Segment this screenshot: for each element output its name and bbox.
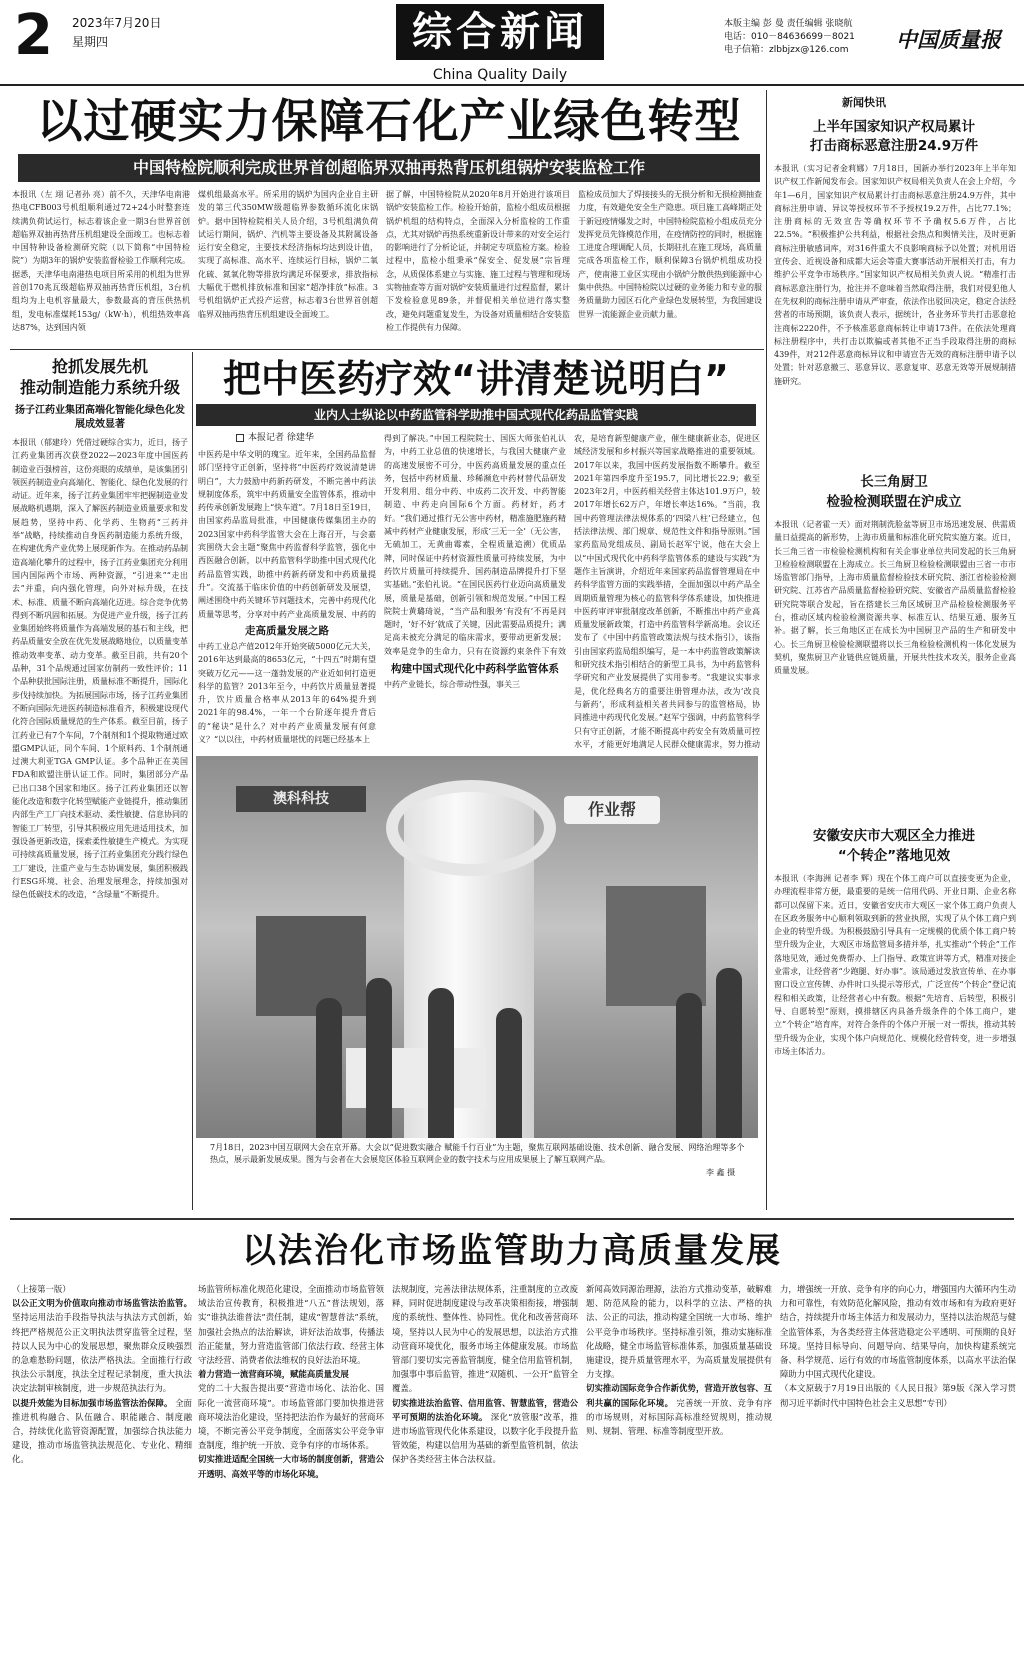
right-story1-title-line2: 打击商标恶意注册24.9万件	[809, 138, 979, 154]
tcm-story-title: 把中医药疗效“讲清楚说明白”	[223, 357, 729, 401]
visitor-figure	[496, 1008, 522, 1138]
continued-note: （上接第一版）	[12, 1284, 71, 1294]
photo-caption: 7月18日，2023中国互联网大会在京开幕。大会以“促进数实融合 赋能千行百业”为主题，聚焦互联网基础设施、技术创新、融合发展、网络治理等多个热点，展示最新发展成果。图为与会者在大会展览区体验互联网企业的数字技术与应用成果展上了解互联网产品。	[210, 1143, 745, 1164]
display-screen	[256, 916, 366, 1016]
bottom-article-title: 以法治化市场监管助力高质量发展	[242, 1231, 782, 1271]
tcm-body-col1b: 中药工业总产值2012年开始突破5000亿元大关，2016年达到最高的8653亿元，“十四五”时期有望突破万亿元——这一蓬勃发展的产业近如何打造更科学的监管？2013年至今，中药饮片质量显著提升，饮片质量合格率从2013年的64%提升到2021年的98.4%，一年一个台阶逐年提升背后的“秘诀”是什么？对中药产业质量发展有何意义？“以以往，中药材质量堪忧的问题已经基本上	[198, 642, 376, 745]
booth-sign-left: 澳科科技	[236, 786, 366, 812]
lead-headline: 以过硬实力保障石化产业绿色转型	[36, 94, 742, 148]
lead-subheadline: 中国特检院顺利完成世界首创超临界双抽再热背压机组锅炉安装监检工作	[18, 154, 760, 182]
editors-info	[724, 18, 894, 57]
visitor-figure	[316, 998, 342, 1138]
bottom-col4-text2: 完善统一开放、竞争有序的市场规则，对标国际高标准经贸规则，推动规则、规制、管理、标准等制度型开放。	[586, 1397, 772, 1437]
bottom-col1-text: 坚持运用法治手段指导执法与执法方式创新，始终把严格规范公正文明执法贯穿监管全过程，坚持以人民为中心的发展思想，聚焦群众反映强烈的急难愁盼问题，依法严格执法。全面推行行政执法公示制度，执法全过程记录制度，重大执法决定法制审核制度，进一步规范执法行为。	[12, 1312, 192, 1394]
byline-text: 本报记者 徐建华	[248, 433, 314, 443]
tcm-byline	[236, 432, 314, 444]
byline-box-icon	[236, 434, 244, 442]
tcm-body-col2: 得到了解决。”中国工程院院士、国医大师张伯礼认为，中药工业总值的快速增长，与我国大健康产业的高速发展密不可分，中医药高质量发展的重点任务，包括中药材质量、珍稀濒危中药材替代品研发开发利用、组分中药、中成药二次开发、中药智能制造、中药走向国际6个方面。药材好，药才好。“我们通过推行无公害中药材，精准施肥施药精减中药材产业健康发展，形成‘三无一全’（无公害，无硫加工，无黄曲霉素，全程质量追溯）优质品牌，同时保证中药材资源性质量可持续发展，为中药饮片质量可持续提升、国药制造品牌提升打下坚实基础。”张伯礼说。“在国民医药行业迈向高质量发展，质量是基础，创新引领和规范发展。”中国工程院院士黄璐琦说，“当产品和服务‘有没有’不再是问题时，‘好不好’就成了关键，因此需要品质提升；满足高未被充分满足的临床需求，要带动更新发展；效率是竞争的生命力，只有在资源约束条件下有效	[384, 434, 566, 656]
issue-weekday: 星期四	[72, 35, 109, 50]
booth-sign-right: 作业帮	[564, 796, 660, 824]
right-story2-title-line2: 检验检测联盟在沪成立	[826, 494, 962, 510]
bottom-col4-text: 新闻高效同源治理源，法治方式推动变革，破解难题、防范风险的能力，以科学的立法、严格的执法、公正的司法，推动构建全国统一大市场、维护公平竞争市场秩序。坚持标准引领，推动实施标准化战略，健全市场监管标准体系，加强质量基础设施建设，提升质量管理水平，为高质量发展提供有力支撑。	[586, 1284, 772, 1380]
right-story1-body: 本报讯（实习记者金莉娜）7月18日，国新办举行2023年上半年知识产权工作新闻发布会。国家知识产权局相关负责人在会上介绍，今年1—6月，国家知识产权局累计打击商标恶意注册24.9万件，其中商标注册申请、异议等授权环节不予授权19.2万件，占比77.1%；注册商标的无效宣告等确权环节不予确权5.6万件，占比22.5%。“积极推护公共利益，根据社会热点和舆情关注，及时更新商标注册敏感词库，对316件重大不良影响商标予以处置；对机用语宣传会、近视设备和成都大运会等重大赛事活动开展相关打击，有力维护公平竞争市场秩序。”国家知识产权局相关负责人说。“精准打击商标恶意注册行为，抢注并不意味着当然取得注册，我们对侵犯他人在先权利的商标注册申请从严审查，依法作出驳回决定，稳定合法经营者的市场预期，该负责人表示，据统计，各业务环节共打击恶意抢注商标2220件，不予核准恶意商标转让申请173件。在依法处理商标注册程序中，共打击以欺骗或者其他不正当手段取得注册的商标439件，对212件恶意商标异议和申请宣告无效的商标注册申请予以处置；针对恶意撤三、恶意异议、恶意复审、恶意无效等开展规制措施研究。	[774, 164, 1016, 386]
tcm-subhead-1: 走高质量发展之路	[245, 625, 329, 637]
right-story3-body: 本报讯（李海洲 记者李 辉）现在个体工商户可以直接变更为企业，办理流程非常方便，最重要的是统一信用代码、开业日期、企业名称都可以保留下来。近日，安徽省安庆市大观区一家个体工商户负责人在区政务服务中心顺利领取到新的营业执照，实现了从个体工商户到企业的转型升级。为积极鼓励引导具有一定规模的优质个体工商户转型升级为企业，大观区市场监管局多措并举，扎实推动“个转企”工作落地见效，通过免费帮办、上门指导、政策宣讲等方式，精准对接企业需求，让经营者“少跑腿、好办事”。该局通过发放宣传单、在办事窗口设立宣传牌、办件时口头提示等形式，广泛宣传“个转企”登记流程和相关政策，让经营者心中有数。根据“先培育、后转型，积极引导、自愿转型”原则，摸排辖区内具备升级条件的个体工商户，建立“个转企”培育库，对符合条件的个体户开展一对一帮扶，推动其转型升级为企业，实现个体户向规范化、规模化经营转变，进一步增强市场主体活力。	[774, 874, 1016, 1056]
visitor-figure	[428, 988, 454, 1138]
tcm-body-col2b: 中药产业链长，综合带动性强，事关三	[384, 680, 520, 689]
bottom-col4-subhead1: 切实推动国际竞争合作新优势，营造开放包容、互利共赢的国际化环境。	[586, 1383, 772, 1408]
visitor-figure	[366, 978, 392, 1138]
divider	[766, 90, 767, 1210]
tcm-body-col3: 农，是培育新型健康产业，催生健康新业态，促进区域经济发展和乡村振兴等国家战略推进的重要领域。2017年以来，我国中医药发展指数不断攀升。截至2021年第四季度升至195.7，同比增长22.9；截至2023年2月，中医药相关经营主体达101.9万户，较2017年增长62万户，年增长率达16%。“当前，我国中药管理法律法规体系的‘四梁八柱’已经建立，包括法律法规、部门规章、规范性文件和指导原则。”国家药监局党组成员、副局长赵军宁说，他在大会上以“中国式现代化中药科学监管体系的建设与实践”为题作主旨演讲，介绍近年来国家药品监督管理局在中药科学监管方面的实践举措，全面加强以中药产品全周期质量管理为核心的监管科学体系建设，加快推进中医药审评审批制度改革创新，不断推出中药产业高质量发展新政策，打造中药监管科学新高地。会议还发布了《中国中药监管政策法规与技术指引》，该指引由国家药监局组织编写，是一本中药监管政策解读和研究技术指引相结合的新型工具书，为中药监管科学研究和产业发展提供了实用参考。“我建议实事求是，优化经典名方的重要注册管理办法，改为‘改良与新药’，形成利益相关者共同参与的监管格局，协同推进中药现代化发展。”赵军宁强调，中药监管科学只有守正创新，才能不断提高中药安全有效质量可控水平，才能更好地满足人民群众健康需求，努力推动	[574, 434, 760, 749]
issue-date-block	[72, 14, 161, 52]
right-story1-title	[774, 118, 1014, 156]
tcm-story-subtitle: 业内人士纵论以中药监管科学助推中国式现代化药品监管实践	[196, 404, 756, 426]
email-line: 电子信箱：zlbbjzx@126.com	[724, 45, 849, 56]
lead-body-col1: 本报讯（左 翊 记者孙 亮）前不久，天津华电南港热电CFB003号机组顺利通过72+24小时整套连续满负荷试运行，标志着该企业一期3台世界首创超临界双抽再热背压机组建设全面竣工。也标志着中国特种设备检测研究院（以下简称“中国特检院”）为期3年的锅炉安装监督检验工作顺利完成。据悉，天津华电南港热电项目所采用的机组为世界首创170兆瓦级超临界双抽再热背压机组，3台机组均为上电机容量最大，参数最高的背压供热机组，发电标准煤耗153g/（kW·h），机组热效率高达87%，达到国内领	[12, 190, 190, 332]
masthead	[0, 0, 1024, 86]
left-story-title-line1: 抢抓发展先机	[51, 357, 148, 376]
right-story1-title-line1: 上半年国家知识产权局累计	[813, 119, 975, 135]
exhibit-ring	[386, 780, 556, 876]
right-story3-title	[774, 826, 1014, 866]
bottom-col2-text: 场监管所标准化规范化建设，全面推动市场监管领域法治宣传教育，积极推进“八五”普法规划，落实“谁执法谁普法”责任制，建成“智慧普法”系统，加强社会热点的法治解读，讲好法治故事，传播法治正能量，努力营造监管部门依法行政、经营主体守法经营、消费者依法维权的良好法治环境。	[198, 1284, 384, 1366]
tcm-subhead-2: 构建中国式现代化中药科学监管体系	[391, 663, 559, 675]
editors-line: 本版主编 彭 曼 责任编辑 张晓航	[724, 19, 853, 29]
bottom-col5	[780, 1282, 1016, 1654]
quick-news-label: 新闻快讯	[842, 96, 886, 109]
bottom-col1-subhead1: 以公正文明为价值取向推动市场监管法治监管。	[12, 1298, 192, 1309]
bottom-col1-text2: 全面推进机构融合、队伍融合、职能融合、制度融合，持续优化监管资源配置，加强综合执法能力建设，推动市场监管执法规范化、专业化、精细化。	[12, 1397, 192, 1465]
bottom-col2-text2: 党的二十大报告提出要“营造市场化、法治化、国际化一流营商环境”。市场监管部门要加快推进营商环境法治化建设，坚持把法治作为最好的营商环境，不断完善公平竞争制度，全面落实公平竞争审查制度，维护统一开放、竞争有序的市场体系。	[198, 1383, 384, 1451]
left-story-body: 本报讯（郁建玲）凭借过硬综合实力，近日，扬子江药业集团再次获登2022—2023年度中国医药制造业百强榜首，这份亮眼的成绩单，是该集团引领医药制造业向高端化、智能化、绿色化发展的行动证。近年来，扬子江药业集团牢牢把握制造业发展战略机遇期，深入了解医药制造业质量要求和发展趋势，坚持中药、化学药、生物药“三药并举”战略，持续推动自身医药制造能力系统升级，在构建优秀产业优势上展现新作为。在推动药品制造高端化攀升的过程中，扬子江药业集团充分利用国内国际两个市场、两种资源，“引进来”“走出去”并重，向内强化管理，向外对标升级，在技术、标准、质量不断向高端化迈进。综合竞争优势得到不断巩固和拓展。为促进产业升级，扬子江药业集团始终将质量作为高端发展的基石和主线，把药品质量安全放在优先发展战略地位，以质量变革推动效率变革、动力变革。截至目前，共有20个品种，31个品规通过国家仿制药一致性评价；11个品种获批国际注册，质量标准不断提升，国际化步伐持续加快。为拓展国际市场，扬子江药业集团不断向国际先进医药制造标准看齐，积极建设现代化符合国际质量规范的生产体系。截至目前，扬子江药业已有7个车间，7个制剂和1个提取物通过欧盟GMP认证，同个车间、1个原料药、1个制剂通过澳大利亚TGA GMP认证。多个品种正在美国FDA和欧盟注册认证工作。同时，集团部分产品已出口38个国家和地区。扬子江药业集团还以智能化改造和数字化转型赋能产业链提升，推动集团内部生产工厂向技术驱动、柔性敏捷、信息协同的智能工厂转型，引导其积极应用先进适用技术，加强设备更新改造，探索柔性敏捷生产模式。为实现可持续高质量发展，扬子江药业集团充分践行绿色工厂建设，注重产业与生态协调发展，集团积极践行ESG环境、社会、治理发展理念，持续加强对绿色低碳技术的改造，“含绿量”不断提升。	[12, 438, 188, 900]
news-photo	[196, 756, 758, 1138]
right-story3-title-line1: 安徽安庆市大观区全力推进	[813, 828, 975, 844]
lead-body-col3: 据了解，中国特检院从2020年8月开始进行该项目锅炉安装监检工作。检验开始前，监检小组成员根据锅炉机组的结构特点，全面深入分析监检的工作重点，尤其对锅炉再热系统重新设计带来的对安全运行的影响进行了分析论证，并制定专项监检方案。检验过程中，监检小组秉承“保安全、促发展”宗旨理念，从质保体系建立与实施、施工过程与管理和现场实物抽查等方面对锅炉安装质量进行过程监督，累计下发检验意见89条，并督促相关单位进行落实整改，避免问题重复发生，为设备对质量相结合安装监检工作提供有力保障。	[386, 190, 570, 332]
bottom-col1	[12, 1282, 192, 1654]
bottom-col1-subhead2: 以提升效能为目标加强市场监管法治保障。	[12, 1397, 173, 1408]
bottom-col2-subhead2: 切实推进适配全国统一大市场的制度创新，营造公开透明、高效平等的市场化环境。	[198, 1454, 384, 1479]
divider	[192, 352, 193, 1210]
tcm-body-col1: 中医药是中华文明的瑰宝。近年来，全国药品监督部门坚持守正创新，坚持将“中医药疗效说清楚讲明白”，大力鼓励中药新药研发，不断完善中药法规制度体系，筑牢中药质量安全监管体系，推动中药传承创新发展跑上“快车道”。7月18日至19日，由国家药品监局批准，中国健康传媒集团主办的2023国家中药科学监管大会在上海召开，与会嘉宾围绕大会主题“聚焦中药监督科学监管，强化中西医融合创新，以中药监管科学助推中国式现代化药品监管实践，助推中药新药研发和中药质量提升”。交流基于临床价值的中药创新研发及展望，阐述围绕中药关键环节问题技术，完善中药现代化质量等思考，分享对中药产业高质量发展、中药的	[198, 450, 376, 619]
bottom-col3-text: 法规制度，完善法律法规体系，注重制度的立改废释，同时促进制度建设与改革决策相衔接，增强制度的系统性、整体性、协同性。优化和改善营商环境，坚持以人民为中心的发展思想，以法治方式推动营商环境优化，服务市场主体健康发展。市场监管部门要切实完善监管制度，健全信用监管机制，加强事中事后监管，推进“双随机、一公开”监管全覆盖。	[392, 1284, 578, 1394]
left-story-title	[12, 356, 188, 398]
lead-body-col2: 煤机组最高水平。所采用的锅炉为国内企业自主研发的第三代350MW级超临界参数循环流化床锅炉。据中国特检院相关人员介绍，3号机组满负荷试运行期间，锅炉、汽机等主要设备及其附属设备运行安全稳定，主要技术经济指标均达到设计值，实现了高标准、高水平、连续运行目标，锅炉二氧化硫、氮氧化物等排放均满足环保要求，排放指标大幅优于燃机排放标准和国家“超净排放”标准。3号机组锅炉正式投产运营，标志着3台世界首创超临界双抽再热背压机组建设全面竣工。	[198, 190, 378, 319]
bottom-source-note: （本文原载于7月19日出版的《人民日报》第9版《深入学习贯彻习近平新时代中国特色社会主义思想”专刊）	[780, 1383, 1016, 1408]
phone-line: 电话：010－84636699－8021	[724, 32, 855, 43]
bottom-col2-subhead1: 着力营造一流营商环境，赋能高质量发展	[198, 1369, 349, 1380]
left-story-subtitle: 扬子江药业集团高端化智能化绿色化发展成效显著	[15, 405, 185, 430]
bottom-col5-text: 力，增强统一开放、竞争有序的向心力，增强国内大循环内生动力和可靠性，有效防范化解风险，推动有效市场和有为政府更好结合，持续提升市场主体活力和发展动力，坚持以法治规范与健全监管体系，为各类经营主体营造稳定公平透明、可预期的良好环境。坚持目标导向、问题导向、结果导向，加快构建系统完备、科学规范、运行有效的市场监管制度体系，以高水平法治保障助力中国式现代化建设。	[780, 1284, 1016, 1380]
divider	[10, 1218, 1014, 1220]
bottom-col2	[198, 1282, 384, 1654]
right-story2-title	[774, 472, 1014, 512]
section-title: 综合新闻	[396, 4, 604, 60]
paper-english-name: China Quality Daily	[432, 67, 568, 83]
divider	[10, 349, 764, 350]
bottom-col3-subhead1: 切实推进法治监管、信用监管、智慧监管，营造公平可预期的法治化环境。	[392, 1397, 578, 1422]
bottom-col3-text2: 深化“放管服”改革，推进市场监管现代化体系建设，以数字化手段提升监管效能，构建以信用为基础的新型监管机制，依法保护各类经营主体合法权益。	[392, 1411, 578, 1465]
bottom-col4	[586, 1282, 772, 1654]
paper-logo: 中国质量报	[896, 27, 1001, 52]
issue-date: 2023年7月20日	[72, 16, 162, 30]
photo-credit: 李 鑫 摄	[706, 1168, 736, 1177]
right-story3-title-line2: “个转企”落地见效	[837, 848, 951, 864]
display-screen	[606, 886, 706, 1006]
right-story2-body: 本报讯（记者霍一天）面对荆制洗脸盆等厨卫市场迅速发展、供需质量日益提高的新形势，上海市质量和标准化研究院实施方案。近日，长三角三省一市检验检测机构和有关企事业单位共同发起的长三角厨卫检验检测联盟在上海成立。长三角厨卫检验检测联盟由三省一市市场监管部门指导，上海市质量监督检验技术研究院、浙江省检验检测研究院、江苏省产品质量监督检验研究院、安徽省产品质量监督检验研究院等联合发起，旨在搭建长三角区域厨卫产品检验检测服务平台，推动区域内检验检测资源共享、标准互认、结果互通、服务互补。据了解，长三角地区正在成长为中国厨卫产品的生产和研发中心。长三角厨卫检验检测联盟将以长三角检验检测机构一体化发展为契机，聚焦厨卫产业链供应链质量，开展共性技术攻关，服务企业高质量发展。	[774, 520, 1016, 676]
lead-body-col4: 监检成员加大了焊接接头的无损分析和无损检测抽查力度，有效避免安全生产隐患。项目施工高峰期正处于新冠疫情爆发之时，中国特检院监检小组成员充分发挥党员先锋模范作用，在疫情防控的同时，根据施工进度合理调配人员，长期驻扎在施工现场，高质量完成各项监检工作，顺利保障3台锅炉机组成功投产，使南港工业区实现由小锅炉分散供热到能源中心集中供热。中国特检院以过硬的业务能力和专业的服务质量助力园区石化产业绿色发展转型，为我国建设世界一流能源企业贡献力量。	[578, 190, 762, 319]
bottom-col3	[392, 1282, 578, 1654]
right-story2-title-line1: 长三角厨卫	[860, 474, 928, 490]
left-story-title-line2: 推动制造能力系统升级	[19, 378, 180, 397]
page-number: 2	[14, 3, 53, 68]
visitor-figure	[716, 968, 742, 1138]
visitor-figure	[676, 993, 702, 1138]
